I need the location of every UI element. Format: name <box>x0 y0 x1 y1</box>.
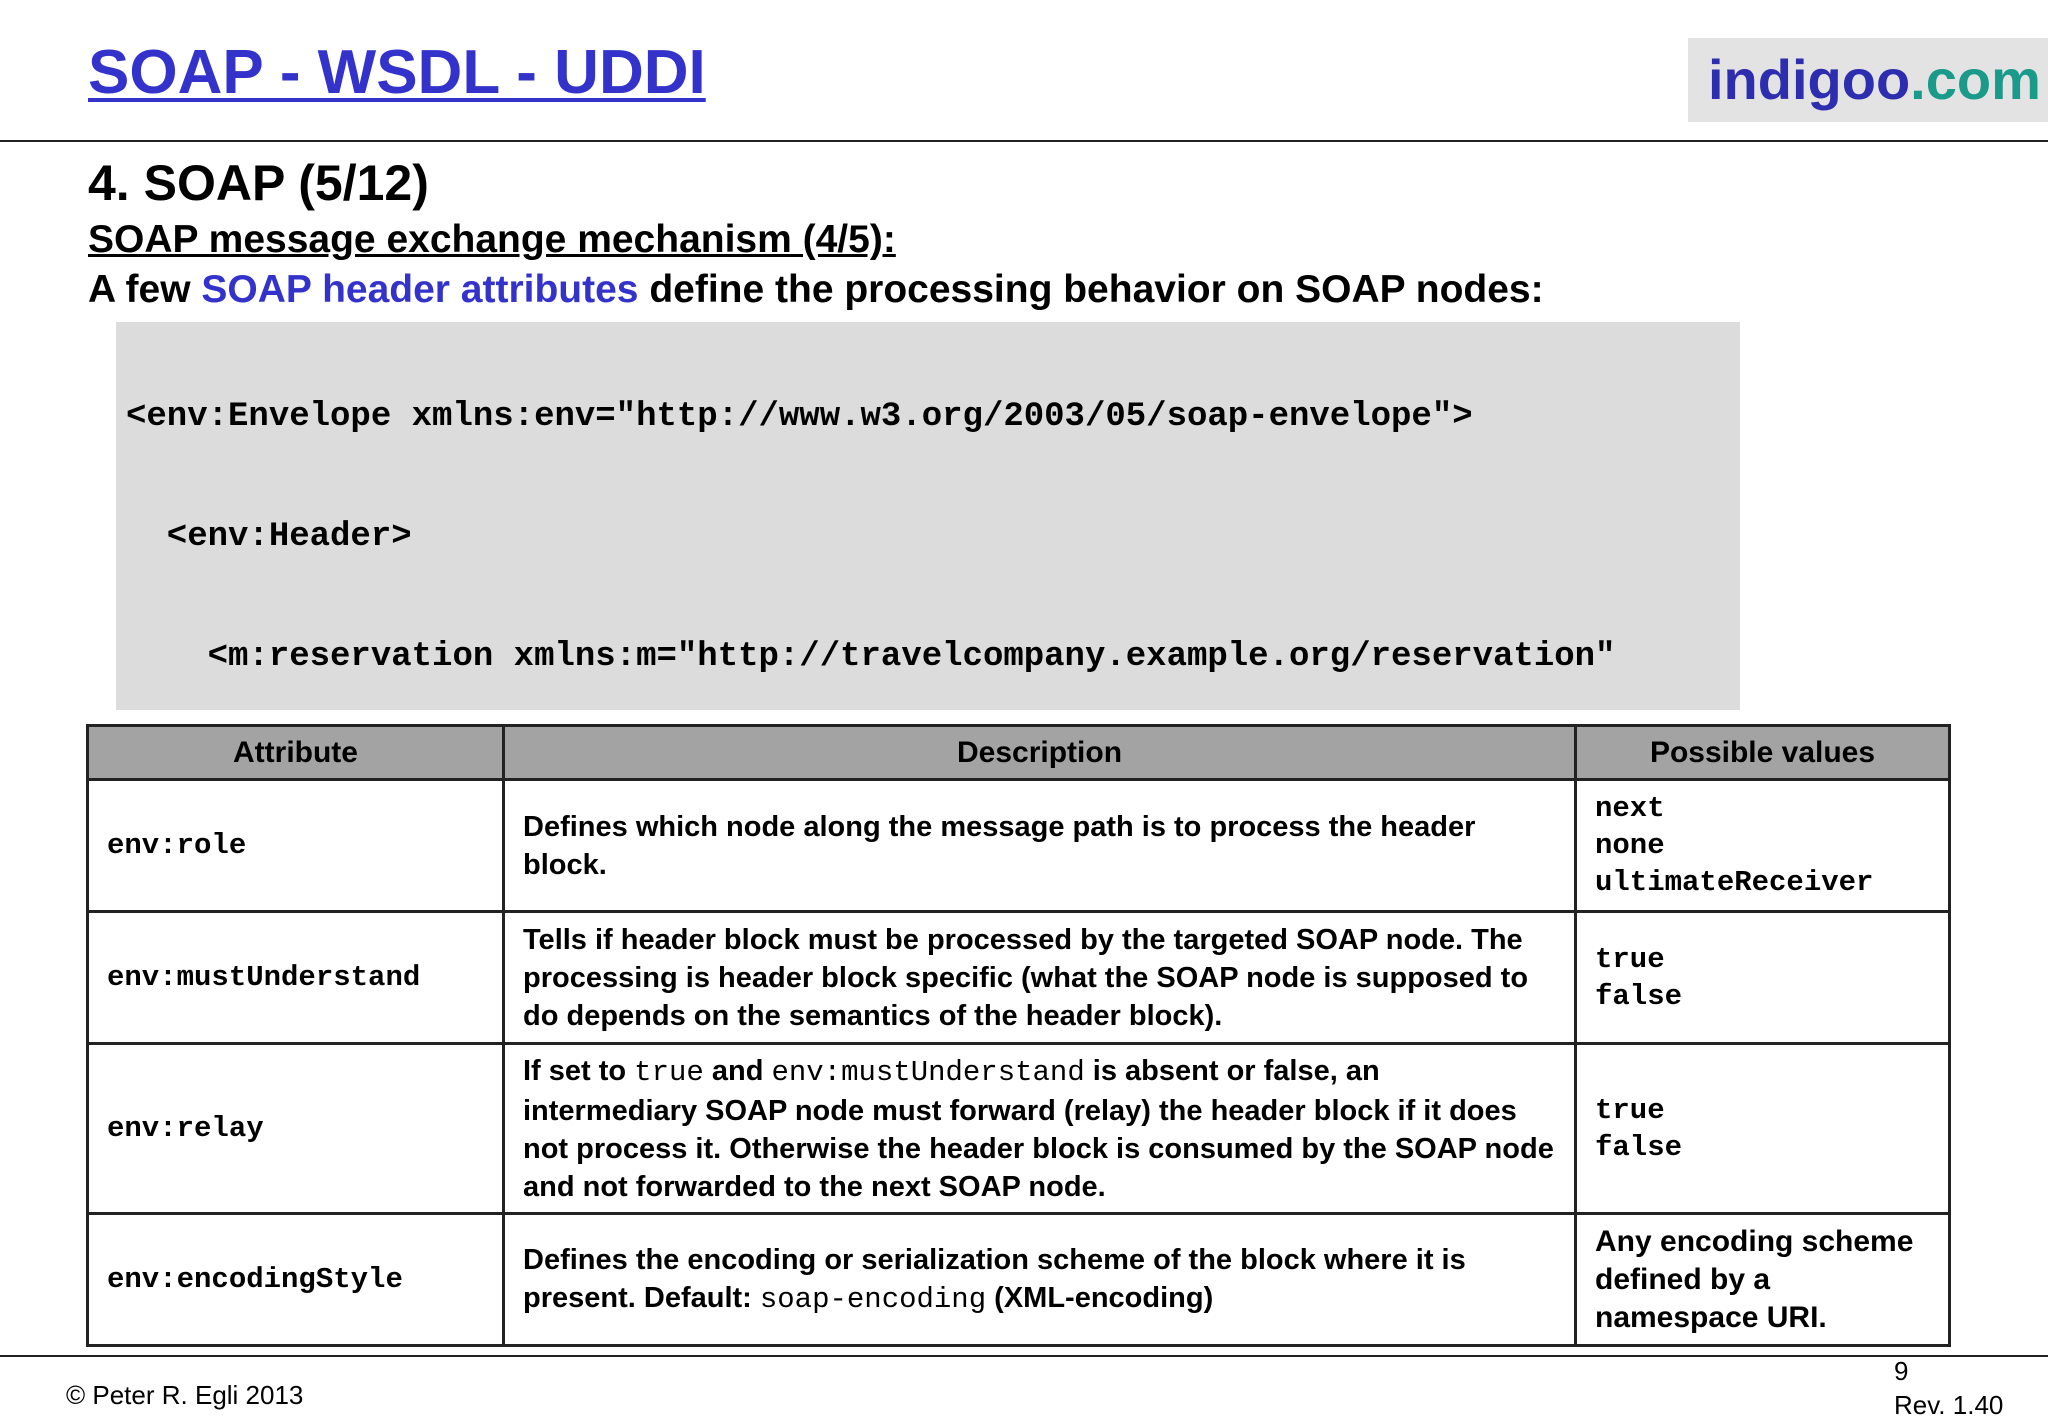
desc-code: soap-encoding <box>759 1282 987 1316</box>
desc-text: (XML-encoding) <box>986 1281 1214 1314</box>
intro-after: define the processing behavior on SOAP nodes: <box>638 268 1544 311</box>
value-item: none <box>1595 829 1665 862</box>
desc-text: If set to <box>523 1054 635 1087</box>
attribute-cell: env:relay <box>88 1044 504 1214</box>
column-header-possible-values: Possible values <box>1576 726 1950 780</box>
values-cell <box>1576 912 1950 1044</box>
code-line: <m:reservation xmlns:m="http://travelcompany.example.org/reservation" <box>126 638 1616 676</box>
footer-divider <box>0 1355 2048 1357</box>
desc-text: and <box>703 1054 772 1087</box>
column-header-attribute: Attribute <box>88 726 504 780</box>
values-cell <box>1576 780 1950 912</box>
attribute-cell: env:encodingStyle <box>88 1214 504 1346</box>
logo-domain: .com <box>1910 48 2041 111</box>
intro-before: A few <box>88 268 202 311</box>
value-item: ultimateReceiver <box>1595 866 1874 899</box>
values-cell <box>1576 1044 1950 1214</box>
intro-text <box>88 270 1544 309</box>
header-divider <box>0 140 2048 142</box>
logo-name: indigoo <box>1708 48 1911 111</box>
table-row <box>88 1044 1950 1214</box>
desc-code: env:mustUnderstand <box>771 1055 1085 1089</box>
code-line: <env:Header> <box>126 518 412 556</box>
description-cell: Tells if header block must be processed by the targeted SOAP node. The processing is header block specific (what the SOAP node is supposed to do depends on the semantics of the header block). <box>504 912 1576 1044</box>
copyright: © Peter R. Egli 2013 <box>66 1380 304 1410</box>
attribute-cell: env:mustUnderstand <box>88 912 504 1044</box>
page-number: 9 <box>1894 1356 1909 1386</box>
values-cell: Any encoding scheme defined by a namespace URI. <box>1576 1214 1950 1346</box>
description-cell: Defines which node along the message path is to process the header block. <box>504 780 1576 912</box>
desc-code: true <box>634 1055 704 1089</box>
xml-code-block <box>116 322 1740 710</box>
table-row <box>88 1214 1950 1346</box>
subtitle: SOAP message exchange mechanism (4/5): <box>88 218 896 261</box>
table-row <box>88 780 1950 912</box>
table-row <box>88 912 1950 1044</box>
value-item: false <box>1595 1130 1683 1164</box>
column-header-description: Description <box>504 726 1576 780</box>
slide-title: SOAP - WSDL - UDDI <box>88 38 706 107</box>
description-cell <box>504 1044 1576 1214</box>
brand-logo <box>1688 38 2048 122</box>
value-item: true <box>1595 942 1665 976</box>
attributes-table <box>86 724 1951 1347</box>
attribute-cell: env:role <box>88 780 504 912</box>
code-line: <env:Envelope xmlns:env="http://www.w3.org/2003/05/soap-envelope"> <box>126 398 1473 436</box>
description-cell <box>504 1214 1576 1346</box>
revision: Rev. 1.40 <box>1894 1390 2004 1420</box>
value-item: true <box>1595 1093 1665 1127</box>
value-item: next <box>1595 792 1665 825</box>
desc-text: is absent or false, an intermediary SOAP node must forward (relay) the header block if it does not process it. Otherwise the header block is consumed by the SOAP node and not forwarded to the next SOAP node. <box>523 1054 1554 1203</box>
table-header-row <box>88 726 1950 780</box>
section-title: 4. SOAP (5/12) <box>88 155 429 211</box>
value-item: false <box>1595 979 1683 1013</box>
desc-text: Defines the encoding or serialization scheme of the block where it is present. Default: <box>523 1243 1466 1314</box>
intro-highlight: SOAP header attributes <box>201 268 639 311</box>
